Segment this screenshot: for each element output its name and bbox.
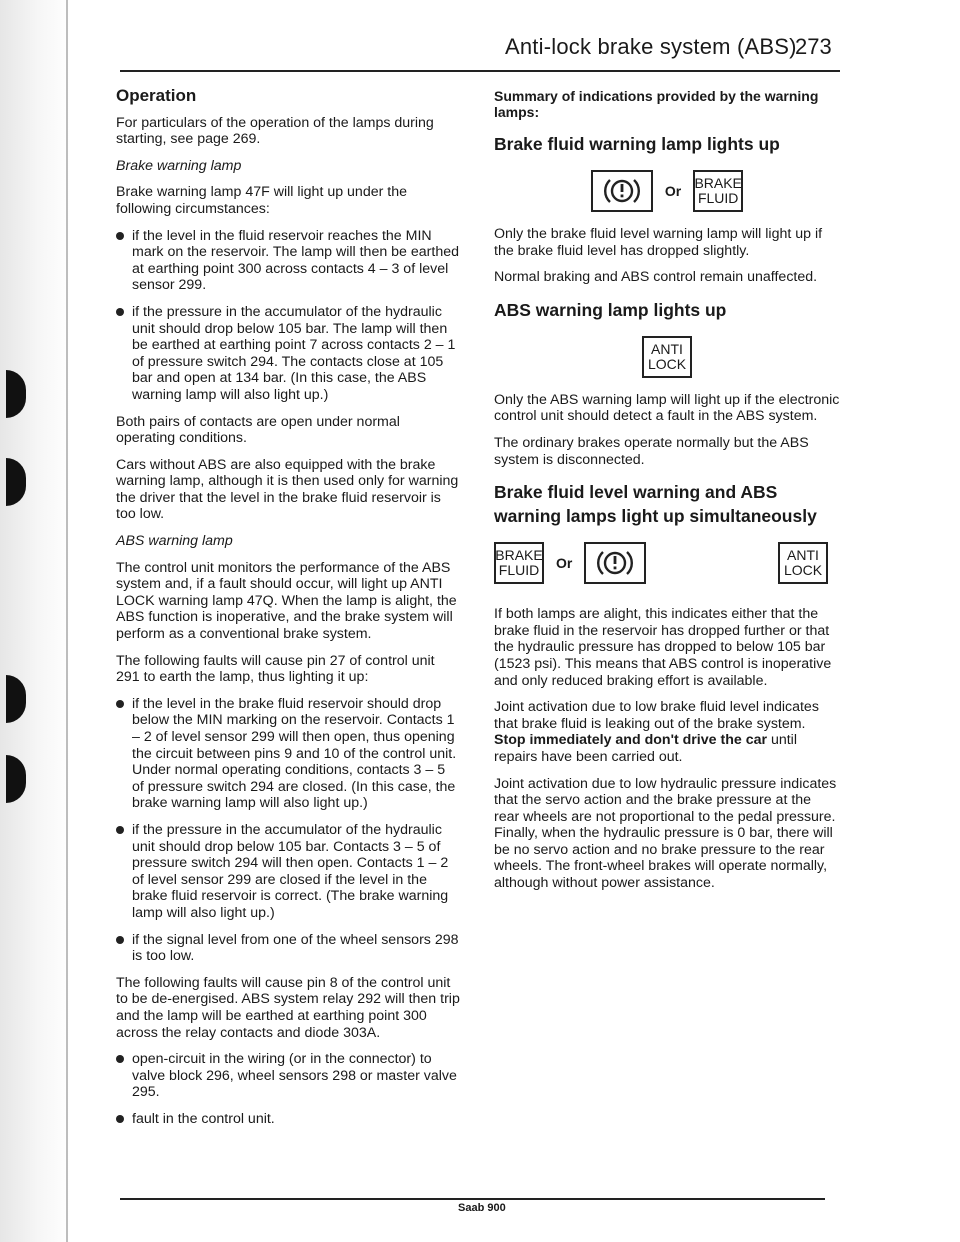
open-contacts-paragraph: Both pairs of contacts are open under normal operating conditions.: [116, 413, 400, 447]
bullet-icon: [116, 826, 124, 834]
or-label: Or: [664, 182, 682, 199]
lamp-label: FLUID: [498, 562, 540, 579]
list-item: [116, 1111, 460, 1128]
right-column: [494, 88, 840, 902]
both-alight-paragraph: If both lamps are alight, this indicates either that the brake fluid in the reservoir has dropped further or that the hydraulic pressure has dropped to below 105 bar (1523 psi). This means that ABS control is inoperative and only reduced braking effort is available.: [494, 606, 832, 689]
list-item-text: if the pressure in the accumulator of the hydraulic unit should drop below 105 bar. Contacts 3 – 5 of pressure switch 294 will then open. Contacts 1 – 2 of level sensor 299 are closed if the level in the brake fluid reservoir is correct. (The brake warning lamp will also light up.): [132, 821, 449, 921]
lamp-label: ANTI: [651, 340, 683, 357]
intro-paragraph: For particulars of the operation of the lamps during starting, see page 269.: [116, 114, 434, 148]
footer-label: Saab 900: [458, 1202, 506, 1214]
binding-edge: [0, 0, 70, 1242]
ordinary-brakes-paragraph: The ordinary brakes operate normally but the ABS system is disconnected.: [494, 434, 809, 468]
list-item-text: if the level in the fluid reservoir reaches the MIN mark on the reservoir. The lamp will then be earthed at earthing point 300 across contacts 4 – 3 of level sensor 299.: [132, 227, 460, 294]
joint-low-fluid-paragraph: [494, 699, 840, 765]
punch-hole: [6, 755, 26, 803]
both-lamps-heading: Brake fluid level warning and ABS warning lamps light up simultaneously: [494, 482, 817, 527]
bullet-icon: [116, 308, 124, 316]
list-item: [116, 822, 460, 922]
binding-line: [66, 0, 68, 1242]
lamp-label: BRAKE: [495, 547, 543, 564]
cars-without-abs-paragraph: Cars without ABS are also equipped with the brake warning lamp, although it is then used only for warning the driver that the level in the brake fluid reservoir is too low.: [116, 456, 459, 523]
abs-lamp-subheading: ABS warning lamp: [116, 533, 233, 550]
punch-hole: [6, 458, 26, 506]
punch-hole: [6, 675, 26, 723]
bullet-icon: [116, 936, 124, 944]
lamp-label: ANTI: [787, 547, 819, 564]
joint-low-pressure-paragraph: Joint activation due to low hydraulic pressure indicates that the servo action and the brake pressure at the rear wheels are not proportional to the pedal pressure. Finally, when the hydraulic pressure is 0 bar, there will be no servo action and no brake pressure to the rear wheels. The front-wheel brakes will operate normally, although without power assistance.: [494, 775, 837, 892]
lamp-label: LOCK: [647, 355, 687, 372]
bullet-icon: [116, 1055, 124, 1063]
brake-lamp-group: [494, 542, 646, 584]
abs-only-paragraph: Only the ABS warning lamp will light up if the electronic control unit should detect a fault in the ABS system.: [494, 391, 840, 425]
list-item-text: if the pressure in the accumulator of the hydraulic unit should drop below 105 bar. The lamp will then be earthed at earthing point 7 across contacts 2 – 1 of pressure switch 294. The contacts close at 105 bar and open at 134 bar. (In this case, the ABS warning lamp will also light up.): [132, 303, 456, 403]
summary-heading: Summary of indications provided by the warning lamps:: [494, 88, 819, 120]
anti-lock-lamp: [642, 336, 692, 378]
brake-warning-icon: [591, 170, 653, 212]
header-divider: [120, 70, 840, 72]
brake-fluid-lamp: [494, 542, 544, 584]
list-item: [116, 696, 460, 812]
stop-warning: Stop immediately and don't drive the car: [494, 732, 767, 749]
brake-fluid-heading: Brake fluid warning lamp lights up: [494, 134, 780, 154]
footer-divider: [120, 1198, 825, 1200]
lamp-label: BRAKE: [694, 175, 742, 191]
brake-lamp-subheading: Brake warning lamp: [116, 157, 242, 174]
operation-heading: Operation: [116, 86, 197, 105]
brake-warning-icon: [584, 542, 646, 584]
list-item-text: fault in the control unit.: [132, 1110, 275, 1127]
list-item: [116, 1051, 460, 1101]
anti-lock-lamp: [778, 542, 828, 584]
bullet-icon: [116, 1115, 124, 1123]
brake-fluid-lamps: [494, 170, 840, 212]
list-item-text: open-circuit in the wiring (or in the connector) to valve block 296, wheel sensors 298 or master valve 295.: [132, 1051, 457, 1101]
page-number: 273: [795, 34, 832, 59]
until-repairs-text: until repairs have been carried out.: [494, 732, 797, 765]
brake-fluid-lamp: [693, 170, 743, 212]
abs-heading: ABS warning lamp lights up: [494, 299, 727, 320]
page-title: Anti-lock brake system (ABS): [505, 34, 797, 59]
list-item-text: if the signal level from one of the wheel sensors 298 is too low.: [132, 931, 459, 965]
lamp-label: FLUID: [697, 190, 739, 206]
bullet-icon: [116, 700, 124, 708]
joint-low-fluid-text: Joint activation due to low brake fluid level indicates that brake fluid is leaking out of the brake system.: [494, 699, 819, 732]
abs-lamps: [494, 336, 840, 378]
list-item: [116, 228, 460, 294]
left-column: [116, 88, 460, 1137]
bullet-icon: [116, 232, 124, 240]
list-item-text: if the level in the brake fluid reservoir should drop below the MIN marking on the reservoir. Contacts 1 – 2 of level sensor 299 will then open, thus opening the circuit between pins 9 and 10 of the control unit. Under normal operating conditions, contacts 3 – 5 of pressure switch 294 are closed. (In this case, the brake warning lamp will also light up.): [132, 695, 457, 812]
or-label: Or: [556, 554, 573, 571]
brake-fluid-only-paragraph: Only the brake fluid level warning lamp will light up if the brake fluid level has dropped slightly.: [494, 226, 823, 259]
both-lamps: [494, 542, 840, 584]
faults-pin27-paragraph: The following faults will cause pin 27 of control unit 291 to earth the lamp, thus lighting it up:: [116, 652, 435, 686]
normal-braking-paragraph: Normal braking and ABS control remain unaffected.: [494, 269, 818, 286]
list-item: [116, 304, 460, 404]
punch-hole: [6, 370, 26, 418]
faults-pin8-paragraph: The following faults will cause pin 8 of the control unit to be de-energised. ABS system relay 292 will then trip and the lamp will be earthed at earthing point 300 across the relay contacts and diode 303A.: [116, 974, 460, 1041]
lamp-label: LOCK: [783, 562, 823, 579]
brake-lamp-paragraph: Brake warning lamp 47F will light up under the following circumstances:: [116, 184, 407, 217]
abs-lamp-paragraph: The control unit monitors the performance of the ABS system and, if a fault should occur, will light up ANTI LOCK warning lamp 47Q. When the lamp is alight, the ABS function is inoperative, and the brake system will perform as a conventional brake system.: [116, 559, 457, 643]
list-item: [116, 932, 460, 965]
